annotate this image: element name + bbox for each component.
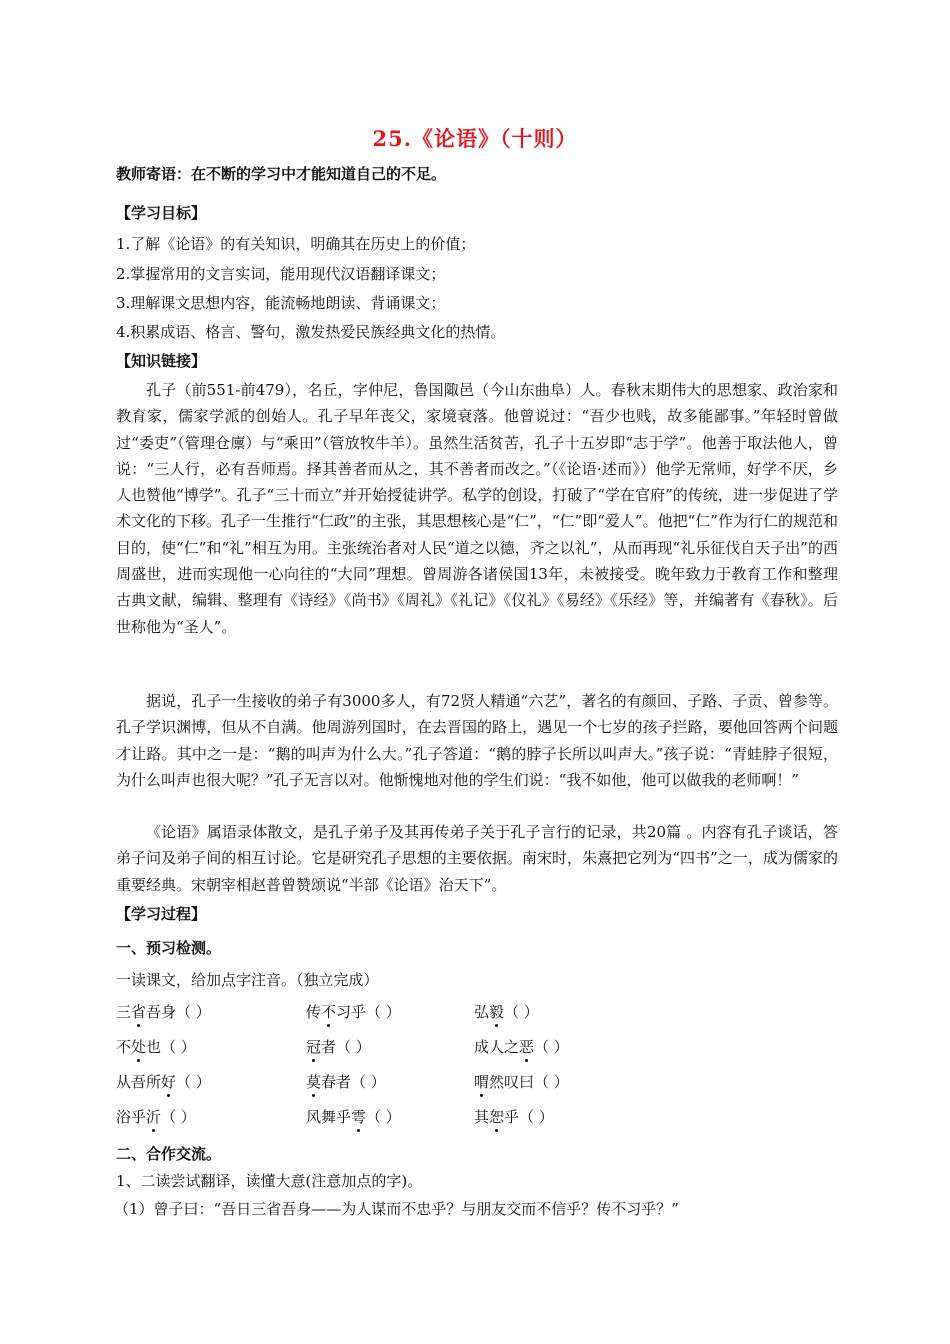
pinyin-item: 成人之恶（ ） xyxy=(474,1038,569,1056)
pinyin-item: 其恕乎（ ） xyxy=(474,1108,554,1126)
pinyin-item: 传不习乎（ ） xyxy=(306,1003,401,1021)
teacher-message: 教师寄语：在不断的学习中才能知道自己的不足。 xyxy=(116,165,447,183)
pinyin-item: 浴乎沂（ ） xyxy=(116,1108,196,1126)
objectives-heading: 【学习目标】 xyxy=(116,204,207,222)
reading-instruction: 一读课文，给加点字注音。（独立完成） xyxy=(116,971,379,989)
pinyin-item: 从吾所好（ ） xyxy=(116,1073,211,1091)
pinyin-item: 弘毅（ ） xyxy=(474,1003,539,1021)
pinyin-item: 不处也（ ） xyxy=(116,1038,196,1056)
knowledge-paragraph-analects: 《论语》属语录体散文，是孔子弟子及其再传弟子关于孔子言行的记录，共20篇 。内容有孔子谈话，答弟子问及弟子间的相互讨论。它是研究孔子思想的主要依据。南宋时，朱熹把它列为“四书”之一，成为儒家的重要经典。宋朝宰相赵普曾赞颂说“半部《论语》治天下”。 xyxy=(116,823,838,894)
knowledge-heading: 【知识链接】 xyxy=(116,352,207,370)
knowledge-paragraph-disciples: 据说，孔子一生接收的弟子有3000多人，有72贤人精通“六艺”，著名的有颜回、子路、子贡、曾参等。孔子学识渊博，但从不自满。他周游列国时，在去晋国的路上，遇见一个七岁的孩子拦路，要他回答两个问题才让路。其中之一是：“鹅的叫声为什么大。”孔子答道：“鹅的脖子长所以叫声大。”孩子说：“青蛙脖子很短，为什么叫声也很大呢？”孔子无言以对。他惭愧地对他的学生们说：“我不如他，他可以做我的老师啊！” xyxy=(116,692,838,789)
objective-item: 4.积累成语、格言、警句，激发热爱民族经典文化的热情。 xyxy=(116,323,506,341)
pinyin-item: 莫春者（ ） xyxy=(306,1073,386,1091)
process-heading: 【学习过程】 xyxy=(116,905,207,923)
objective-item: 1.了解《论语》的有关知识，明确其在历史上的价值； xyxy=(116,235,476,253)
pinyin-item: 冠者（ ） xyxy=(306,1038,371,1056)
objective-item: 3.理解课文思想内容，能流畅地朗读、背诵课文； xyxy=(116,294,446,312)
pinyin-item: 喟然叹曰（ ） xyxy=(474,1073,569,1091)
objective-item: 2.掌握常用的文言实词，能用现代汉语翻译课文； xyxy=(116,265,446,283)
pinyin-item: 风舞乎雩（ ） xyxy=(306,1108,401,1126)
knowledge-paragraph-confucius: 孔子（前551-前479），名丘，字仲尼，鲁国陬邑（今山东曲阜）人。春秋末期伟大的思想家、政治家和教育家，儒家学派的创始人。孔子早年丧父，家境衰落。他曾说过：“吾少也贱，故多能鄙事。”年轻时曾做过“委吏”（管理仓廪）与“乘田”（管放牧牛羊）。虽然生活贫苦，孔子十五岁即“志于学”。他善于取法他人，曾说：“三人行，必有吾师焉。择其善者而从之，其不善者而改之。”（《论语·述而》）他学无常师，好学不厌，乡人也赞他“博学”。孔子“三十而立”并开始授徒讲学。私学的创设，打破了“学在官府”的传统，进一步促进了学术文化的下移。孔子一生推行“仁政”的主张，其思想核心是“仁”，“仁”即“爱人”。他把“仁”作为行仁的规范和目的，使“仁”和“礼”相互为用。主张统治者对人民“道之以德，齐之以礼”，从而再现“礼乐征伐自天子出”的西周盛世，进而实现他一心向往的“大同”理想。曾周游各诸侯国13年，未被接受。晚年致力于教育工作和整理古典文献，编辑、整理有《诗经》《尚书》《周礼》《礼记》《仪礼》《易经》《乐经》等，并编著有《春秋》。后世称他为“圣人”。 xyxy=(116,381,839,636)
page-title: 25.《论语》（十则） xyxy=(372,126,578,151)
quote-line: （1）曾子曰：“吾日三省吾身——为人谋而不忠乎？与朋友交而不信乎？传不习乎？” xyxy=(114,1200,679,1218)
section1-heading: 一、预习检测。 xyxy=(116,939,222,957)
pinyin-item: 三省吾身（ ） xyxy=(116,1003,211,1021)
translate-instruction: 1、二读尝试翻译，读懂大意(注意加点的字)。 xyxy=(116,1172,423,1190)
section2-heading: 二、合作交流。 xyxy=(116,1145,222,1163)
